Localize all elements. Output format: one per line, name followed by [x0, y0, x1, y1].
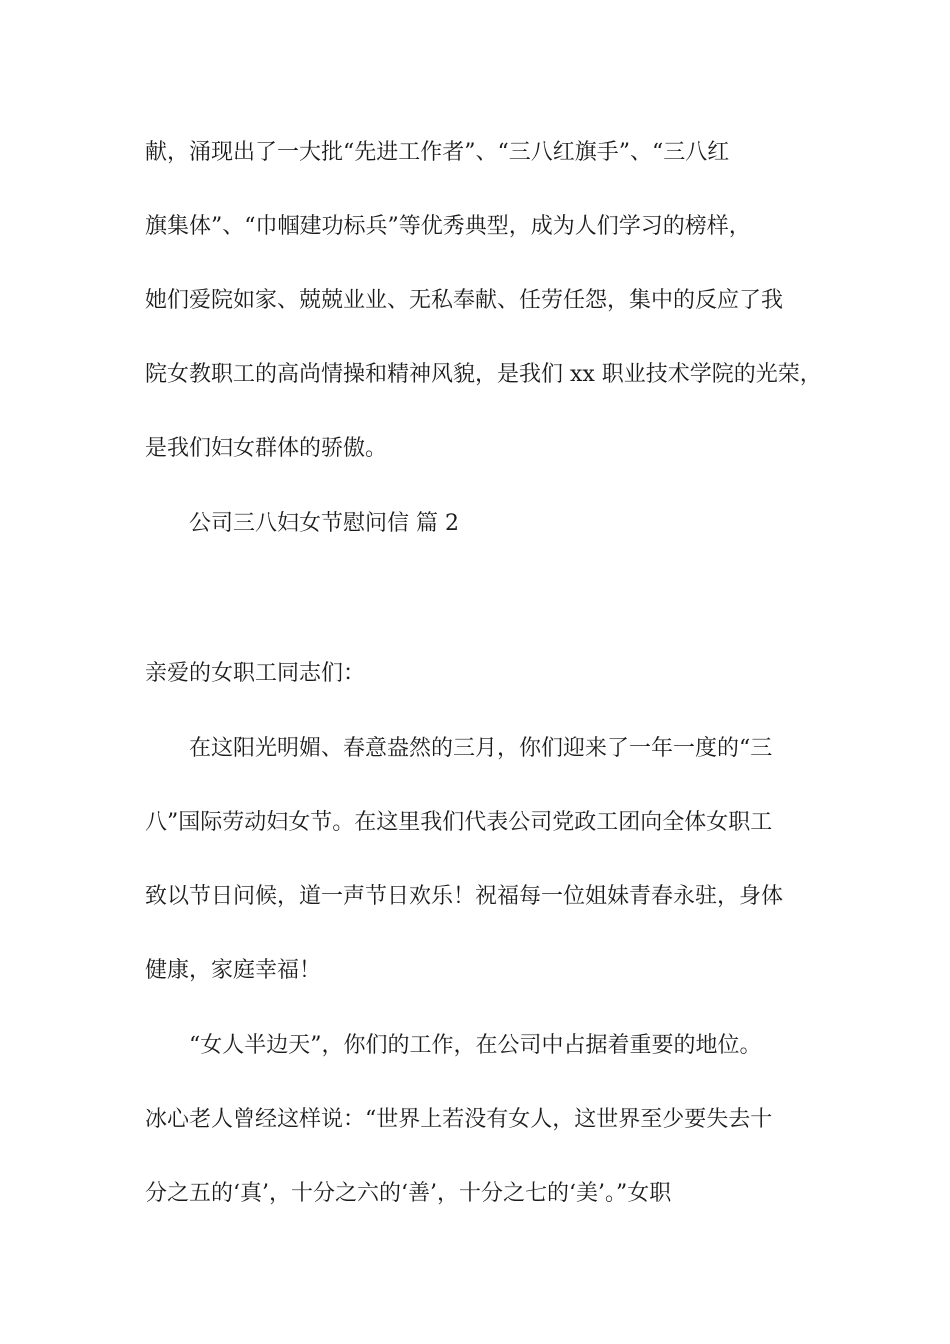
paragraph-line: 分之五的‘真’，十分之六的‘善’，十分之七的‘美’。”女职 [145, 1181, 672, 1206]
paragraph-line: “女人半边天”，你们的工作，在公司中占据着重要的地位。 [189, 1033, 762, 1058]
body-text-line: 院女教职工的高尚情操和精神风貌，是我们 xx 职业技术学院的光荣， [145, 362, 822, 387]
body-text-line: 献，涌现出了一大批“先进工作者”、“三八红旗手”、“三八红 [145, 140, 730, 165]
paragraph-line: 八”国际劳动妇女节。在这里我们代表公司党政工团向全体女职工 [145, 810, 773, 835]
body-text-line: 她们爱院如家、兢兢业业、无私奉献、任劳任怨，集中的反应了我 [145, 288, 784, 313]
body-text-line: 是我们妇女群体的骄傲。 [145, 436, 388, 461]
paragraph-line: 在这阳光明媚、春意盎然的三月，你们迎来了一年一度的“三 [189, 736, 773, 761]
body-text-line: 旗集体”、“巾帼建功标兵”等优秀典型，成为人们学习的榜样， [145, 214, 751, 239]
section-title: 公司三八妇女节慰问信 篇 2 [189, 511, 459, 536]
paragraph-line: 致以节日问候，道一声节日欢乐！祝福每一位姐妹青春永驻，身体 [145, 884, 784, 909]
paragraph-line: 冰心老人曾经这样说：“世界上若没有女人，这世界至少要失去十 [145, 1107, 773, 1132]
salutation: 亲爱的女职工同志们： [145, 661, 366, 686]
paragraph-line: 健康，家庭幸福！ [145, 958, 322, 983]
